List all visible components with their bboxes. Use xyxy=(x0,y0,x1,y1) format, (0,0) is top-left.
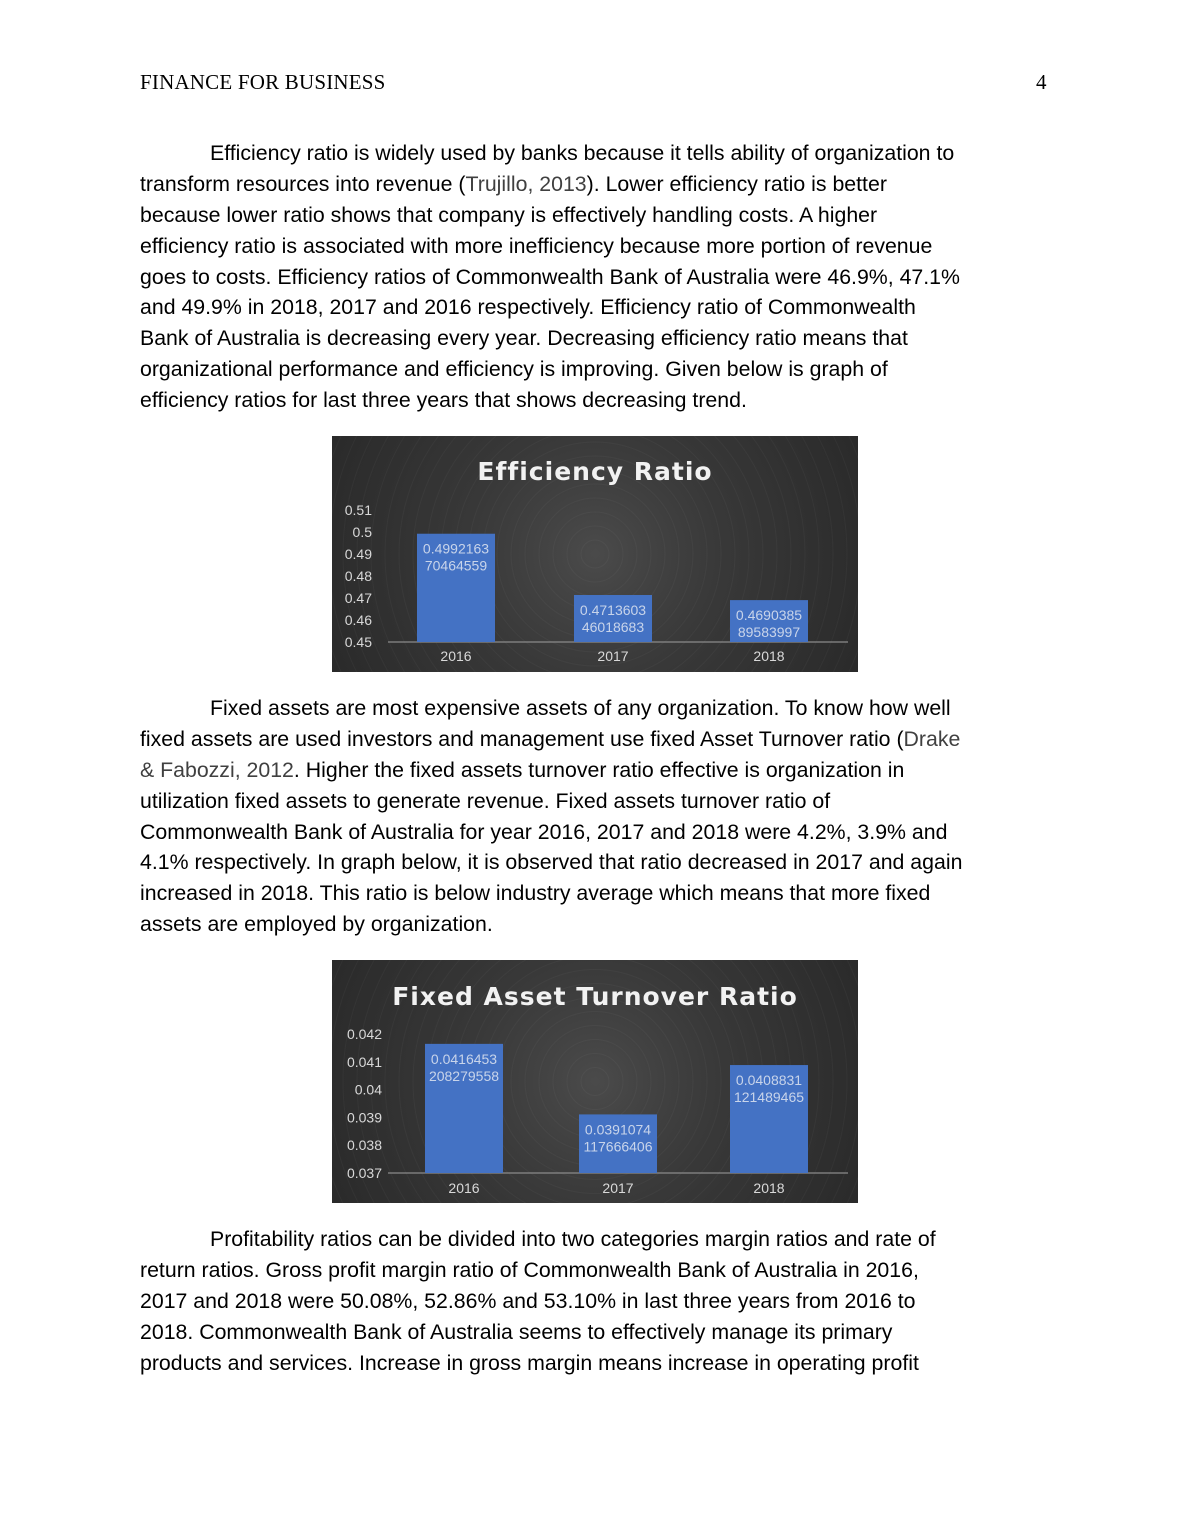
text-line: utilization fixed assets to generate revenue. Fixed assets turnover ratio of xyxy=(140,788,831,813)
running-header: FINANCE FOR BUSINESS xyxy=(140,70,386,94)
text-line: products and services. Increase in gross margin means increase in operating profit xyxy=(140,1350,919,1375)
background-ring xyxy=(581,540,609,568)
text-line: 2017 and 2018 were 50.08%, 52.86% and 53.10% in last three years from 2016 to xyxy=(140,1288,916,1313)
y-tick-label: 0.51 xyxy=(344,502,372,518)
text-line: 2018. Commonwealth Bank of Australia seems to effectively manage its primary xyxy=(140,1319,893,1344)
x-category-label: 2016 xyxy=(448,1180,480,1196)
y-tick-label: 0.5 xyxy=(352,524,372,540)
citation: & Fabozzi, 2012 xyxy=(140,757,294,782)
text-line: efficiency ratios for last three years that shows decreasing trend. xyxy=(140,388,747,413)
text-line: goes to costs. Efficiency ratios of Commonwealth Bank of Australia were 46.9%, 47.1% xyxy=(140,264,960,289)
efficiency-ratio-chart xyxy=(332,436,858,672)
y-tick-label: 0.04 xyxy=(354,1081,382,1098)
x-category-label: 2018 xyxy=(753,648,785,664)
text-line: and 49.9% in 2018, 2017 and 2016 respectively. Efficiency ratio of Commonwealth xyxy=(140,295,916,320)
chart-title: Efficiency Ratio xyxy=(477,457,713,486)
y-tick-label: 0.48 xyxy=(344,568,372,584)
x-category-label: 2018 xyxy=(753,1180,785,1196)
data-label: 46018683 xyxy=(581,619,645,636)
text-line: fixed assets are used investors and management use fixed Asset Turnover ratio ( xyxy=(140,726,904,751)
background-ring xyxy=(567,526,623,582)
fixed-asset-turnover-chart xyxy=(332,960,858,1203)
text-line: return ratios. Gross profit margin ratio of Commonwealth Bank of Australia in 2016, xyxy=(140,1257,919,1282)
data-label: 121489465 xyxy=(733,1089,805,1106)
paragraph-profitability xyxy=(140,1224,1052,1378)
data-label: 70464559 xyxy=(424,557,488,574)
x-category-label: 2017 xyxy=(597,648,629,664)
y-tick-label: 0.038 xyxy=(346,1137,382,1154)
background-ring xyxy=(539,498,651,610)
citation: Trujillo, 2013 xyxy=(465,171,587,196)
background-ring xyxy=(581,1068,609,1096)
data-label: 89583997 xyxy=(737,624,801,641)
x-category-label: 2017 xyxy=(602,1180,634,1196)
background-ring xyxy=(553,1040,637,1124)
y-tick-label: 0.037 xyxy=(346,1165,382,1181)
data-label: 0.4713603 xyxy=(579,602,647,619)
y-tick-label: 0.47 xyxy=(344,590,372,606)
fixed-asset-turnover-chart-svg xyxy=(332,960,858,1203)
text-line: increased in 2018. This ratio is below industry average which means that more fixed xyxy=(140,881,931,906)
data-label: 0.0408831 xyxy=(735,1072,803,1089)
text-line: organizational performance and efficiency is improving. Given below is graph of xyxy=(140,357,888,382)
chart-title: Fixed Asset Turnover Ratio xyxy=(392,982,798,1011)
y-tick-label: 0.041 xyxy=(346,1053,382,1070)
data-label: 117666406 xyxy=(583,1138,653,1155)
efficiency-ratio-chart-svg xyxy=(332,436,858,672)
text-line: Profitability ratios can be divided into two categories margin ratios and rate of xyxy=(210,1227,936,1251)
text-line: ). Lower efficiency ratio is better xyxy=(586,171,887,196)
y-tick-label: 0.039 xyxy=(346,1109,382,1126)
text-line: assets are employed by organization. xyxy=(140,912,493,937)
data-label: 0.4690385 xyxy=(735,607,803,624)
text-line: Bank of Australia is decreasing every year. Decreasing efficiency ratio means that xyxy=(140,326,908,351)
text-line: Fixed assets are most expensive assets of any organization. To know how well xyxy=(210,696,951,720)
citation: Drake xyxy=(903,726,961,751)
data-label: 0.4992163 xyxy=(422,540,490,557)
y-tick-label: 0.49 xyxy=(344,546,372,562)
data-label: 0.0391074 xyxy=(584,1121,652,1138)
data-label: 208279558 xyxy=(428,1067,500,1084)
paragraph-fixed-assets xyxy=(140,693,1052,940)
text-line: transform resources into revenue ( xyxy=(140,171,466,196)
page-number: 4 xyxy=(1036,70,1047,94)
text-line: Efficiency ratio is widely used by banks because it tells ability of organization to xyxy=(210,141,955,165)
background-ring xyxy=(553,512,637,596)
text-line: . Higher the fixed assets turnover ratio effective is organization in xyxy=(293,757,905,782)
text-line: Commonwealth Bank of Australia for year 2016, 2017 and 2018 were 4.2%, 3.9% and xyxy=(140,819,948,844)
x-category-label: 2016 xyxy=(440,648,472,664)
paragraph-efficiency xyxy=(140,138,1052,416)
text-line: because lower ratio shows that company is effectively handling costs. A higher xyxy=(140,202,878,227)
y-tick-label: 0.45 xyxy=(344,634,372,650)
data-label: 0.0416453 xyxy=(430,1050,498,1067)
background-ring xyxy=(567,1054,623,1110)
text-line: efficiency ratio is associated with more inefficiency because more portion of revenue xyxy=(140,233,933,258)
y-tick-label: 0.46 xyxy=(344,612,372,628)
y-tick-label: 0.042 xyxy=(346,1026,382,1042)
text-line: 4.1% respectively. In graph below, it is observed that ratio decreased in 2017 and again xyxy=(140,850,963,875)
